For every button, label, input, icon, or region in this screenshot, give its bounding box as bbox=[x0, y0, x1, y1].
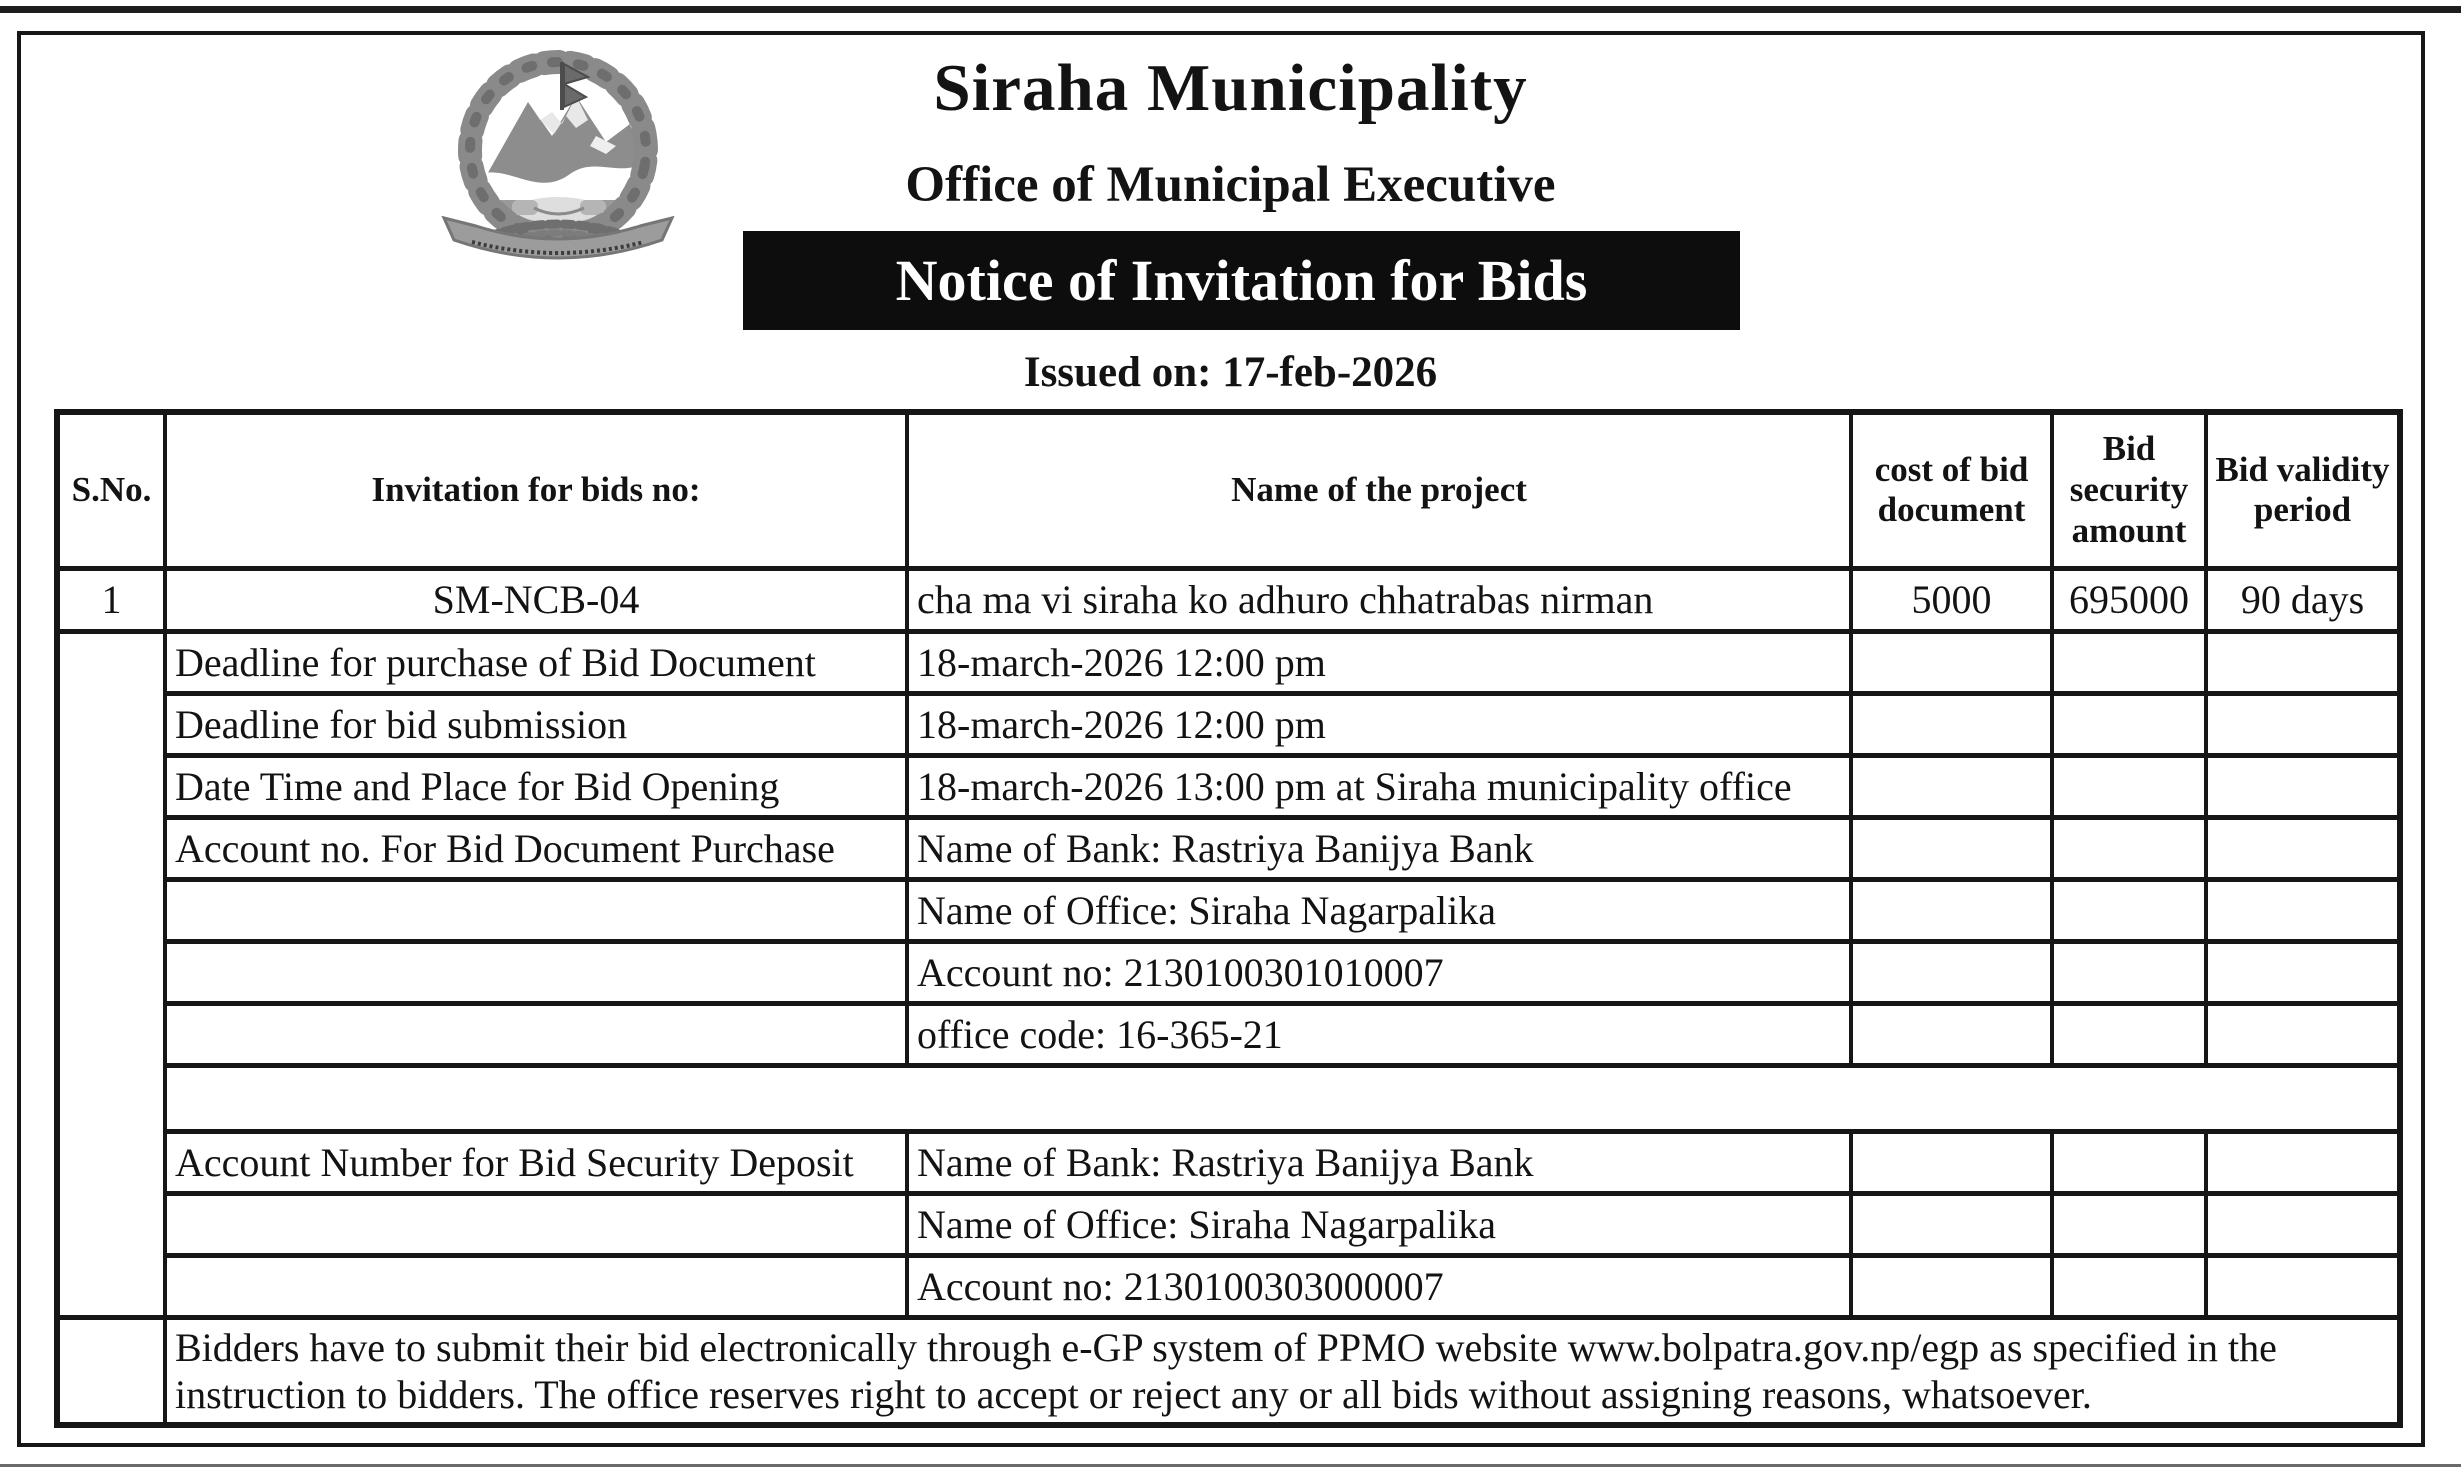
bid-cost: 5000 bbox=[1851, 568, 2052, 631]
detail-value: Name of Office: Siraha Nagarpalika bbox=[907, 879, 1851, 941]
empty-cell bbox=[2206, 631, 2400, 693]
empty-cell bbox=[2052, 941, 2206, 1003]
empty-cell bbox=[2206, 817, 2400, 879]
empty-cell bbox=[1851, 693, 2052, 755]
detail-value: Name of Office: Siraha Nagarpalika bbox=[907, 1193, 1851, 1255]
issued-date-line: Issued on: 17-feb-2026 bbox=[1023, 349, 1438, 396]
footer-note: Bidders have to submit their bid electronically through e-GP system of PPMO website www.bolpatra.gov.np/egp as specified in the instruction to bidders. The office reserves right to accept or reject any or all bids without assigning reasons, whatsoever. bbox=[165, 1317, 2400, 1425]
col-header-sno: S.No. bbox=[57, 412, 165, 568]
detail-label: Deadline for purchase of Bid Document bbox=[165, 631, 907, 693]
detail-label bbox=[165, 879, 907, 941]
detail-label bbox=[165, 1255, 907, 1317]
scan-bottom-edge-line bbox=[0, 1464, 2461, 1467]
empty-cell bbox=[2052, 755, 2206, 817]
bid-security: 695000 bbox=[2052, 568, 2206, 631]
empty-cell bbox=[2052, 1131, 2206, 1193]
empty-cell bbox=[1851, 879, 2052, 941]
detail-row bbox=[57, 1131, 2400, 1193]
detail-row bbox=[57, 1193, 2400, 1255]
empty-cell bbox=[2206, 879, 2400, 941]
table-header-row bbox=[57, 412, 2400, 568]
empty-cell bbox=[2206, 1131, 2400, 1193]
detail-value: Account no: 2130100301010007 bbox=[907, 941, 1851, 1003]
empty-cell bbox=[2206, 755, 2400, 817]
empty-cell bbox=[1851, 1255, 2052, 1317]
bid-invitation-no: SM-NCB-04 bbox=[165, 568, 907, 631]
empty-cell bbox=[2052, 879, 2206, 941]
sno-merged-empty-cell bbox=[57, 631, 165, 1317]
detail-label: Account no. For Bid Document Purchase bbox=[165, 817, 907, 879]
detail-label bbox=[165, 941, 907, 1003]
empty-cell bbox=[2052, 631, 2206, 693]
bid-project-name: cha ma vi siraha ko adhuro chhatrabas nirman bbox=[907, 568, 1851, 631]
spacer-row bbox=[57, 1065, 2400, 1131]
detail-label bbox=[165, 1003, 907, 1065]
detail-label: Account Number for Bid Security Deposit bbox=[165, 1131, 907, 1193]
empty-cell bbox=[1851, 817, 2052, 879]
bid-data-row bbox=[57, 568, 2400, 631]
spacer-merged-cell bbox=[165, 1065, 2400, 1131]
detail-row bbox=[57, 631, 2400, 693]
bid-validity: 90 days bbox=[2206, 568, 2400, 631]
empty-cell bbox=[1851, 941, 2052, 1003]
detail-value: 18-march-2026 12:00 pm bbox=[907, 631, 1851, 693]
detail-row bbox=[57, 817, 2400, 879]
empty-cell bbox=[2052, 1193, 2206, 1255]
col-header-validity: Bid validity period bbox=[2206, 412, 2400, 568]
col-header-cost: cost of bid document bbox=[1851, 412, 2052, 568]
detail-row bbox=[57, 1255, 2400, 1317]
empty-cell bbox=[2052, 817, 2206, 879]
empty-cell bbox=[2206, 1255, 2400, 1317]
empty-cell bbox=[1851, 631, 2052, 693]
col-header-security: Bid security amount bbox=[2052, 412, 2206, 568]
footer-note-row bbox=[57, 1317, 2400, 1425]
detail-value: Account no: 2130100303000007 bbox=[907, 1255, 1851, 1317]
detail-row bbox=[57, 879, 2400, 941]
detail-label: Deadline for bid submission bbox=[165, 693, 907, 755]
detail-value: 18-march-2026 13:00 pm at Siraha municipality office bbox=[907, 755, 1851, 817]
empty-cell bbox=[2052, 1255, 2206, 1317]
scan-top-edge-line bbox=[0, 6, 2461, 13]
empty-cell bbox=[2206, 1193, 2400, 1255]
bid-sno: 1 bbox=[57, 568, 165, 631]
notice-title-text: Notice of Invitation for Bids bbox=[895, 248, 1588, 313]
detail-value: Name of Bank: Rastriya Banijya Bank bbox=[907, 817, 1851, 879]
office-subtitle: Office of Municipal Executive bbox=[905, 157, 1556, 213]
detail-value: 18-march-2026 12:00 pm bbox=[907, 693, 1851, 755]
detail-label: Date Time and Place for Bid Opening bbox=[165, 755, 907, 817]
sno-empty-cell bbox=[57, 1317, 165, 1425]
empty-cell bbox=[1851, 1003, 2052, 1065]
detail-value: Name of Bank: Rastriya Banijya Bank bbox=[907, 1131, 1851, 1193]
detail-row bbox=[57, 755, 2400, 817]
bids-table bbox=[54, 409, 2403, 1428]
empty-cell bbox=[1851, 1193, 2052, 1255]
empty-cell bbox=[1851, 755, 2052, 817]
detail-row bbox=[57, 941, 2400, 1003]
empty-cell bbox=[2052, 1003, 2206, 1065]
detail-row bbox=[57, 1003, 2400, 1065]
col-header-invitation: Invitation for bids no: bbox=[165, 412, 907, 568]
col-header-project: Name of the project bbox=[907, 412, 1851, 568]
empty-cell bbox=[1851, 1131, 2052, 1193]
municipality-title: Siraha Municipality bbox=[933, 51, 1528, 125]
notice-title-banner bbox=[743, 231, 1740, 330]
detail-value: office code: 16-365-21 bbox=[907, 1003, 1851, 1065]
empty-cell bbox=[2206, 693, 2400, 755]
empty-cell bbox=[2206, 941, 2400, 1003]
detail-label bbox=[165, 1193, 907, 1255]
empty-cell bbox=[2206, 1003, 2400, 1065]
empty-cell bbox=[2052, 693, 2206, 755]
detail-row bbox=[57, 693, 2400, 755]
